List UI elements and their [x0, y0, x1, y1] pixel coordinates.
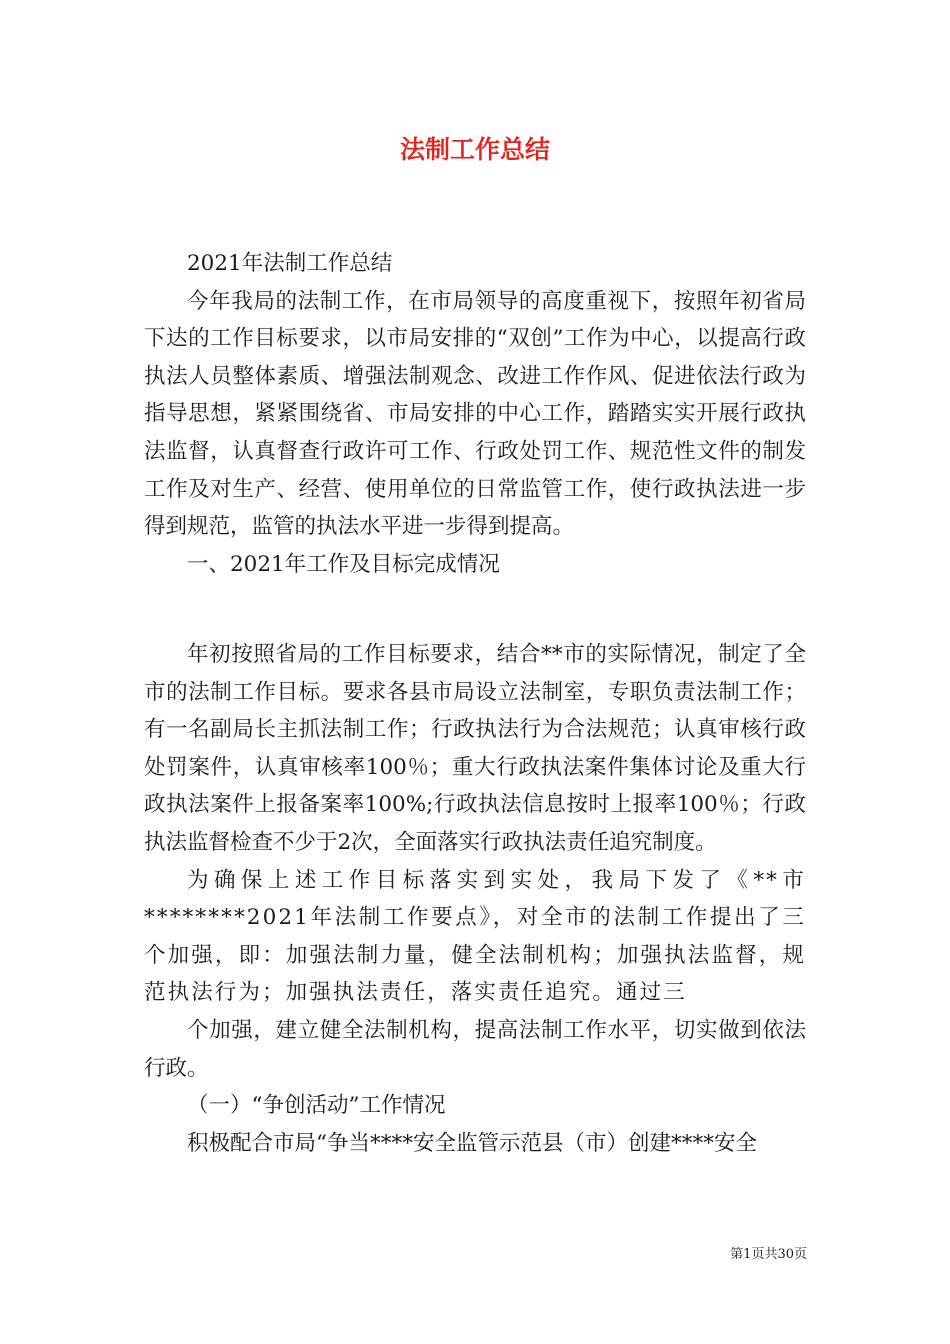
measures-paragraph: 为确保上述工作目标落实到实处，我局下发了《**市********2021年法制工作要点》，对全市的法制工作提出了三个加强，即：加强法制力量，健全法制机构；加强执法监督，规范执法行为；加强执法责任，落实责任追究。通过三: [144, 867, 806, 1006]
activity-paragraph: 积极配合市局“争当****安全监管示范县（市）创建****安全: [187, 1130, 757, 1156]
page-number: 第1页共30页: [730, 1247, 807, 1262]
document-title: 法制工作总结: [399, 135, 550, 164]
intro-paragraph: 今年我局的法制工作，在市局领导的高度重视下，按照年初省局下达的工作目标要求，以市局安排的“双创”工作为中心，以提高行政执法人员整体素质、增强法制观念、改进工作作风、促进依法行政为指导思想，紧紧围绕省、市局安排的中心工作，踏踏实实开展行政执法监督，认真督查行政许可工作、行政处罚工作、规范性文件的制发工作及对生产、经营、使用单位的日常监管工作，使行政执法进一步得到规范，监管的执法水平进一步得到提高。: [144, 288, 806, 540]
body-section-intro: [144, 245, 806, 583]
subsection-heading: （一）“争创活动”工作情况: [187, 1093, 446, 1119]
section-heading: 一、2021年工作及目标完成情况: [187, 551, 500, 577]
body-section-goals: [144, 636, 806, 1162]
subtitle-paragraph: 2021年法制工作总结: [187, 251, 393, 276]
goals-paragraph: 年初按照省局的工作目标要求，结合**市的实际情况，制定了全市的法制工作目标。要求各县市局设立法制室，专职负责法制工作；有一名副局长主抓法制工作；行政执法行为合法规范；认真审核行政处罚案件，认真审核率100％；重大行政执法案件集体讨论及重大行政执法案件上报备案率100%;行政执法信息按时上报率100％；行政执法监督检查不少于2次，全面落实行政执法责任追究制度。: [144, 642, 806, 855]
continuation-paragraph: 个加强，建立健全法制机构，提高法制工作水平，切实做到依法行政。: [144, 1017, 806, 1081]
